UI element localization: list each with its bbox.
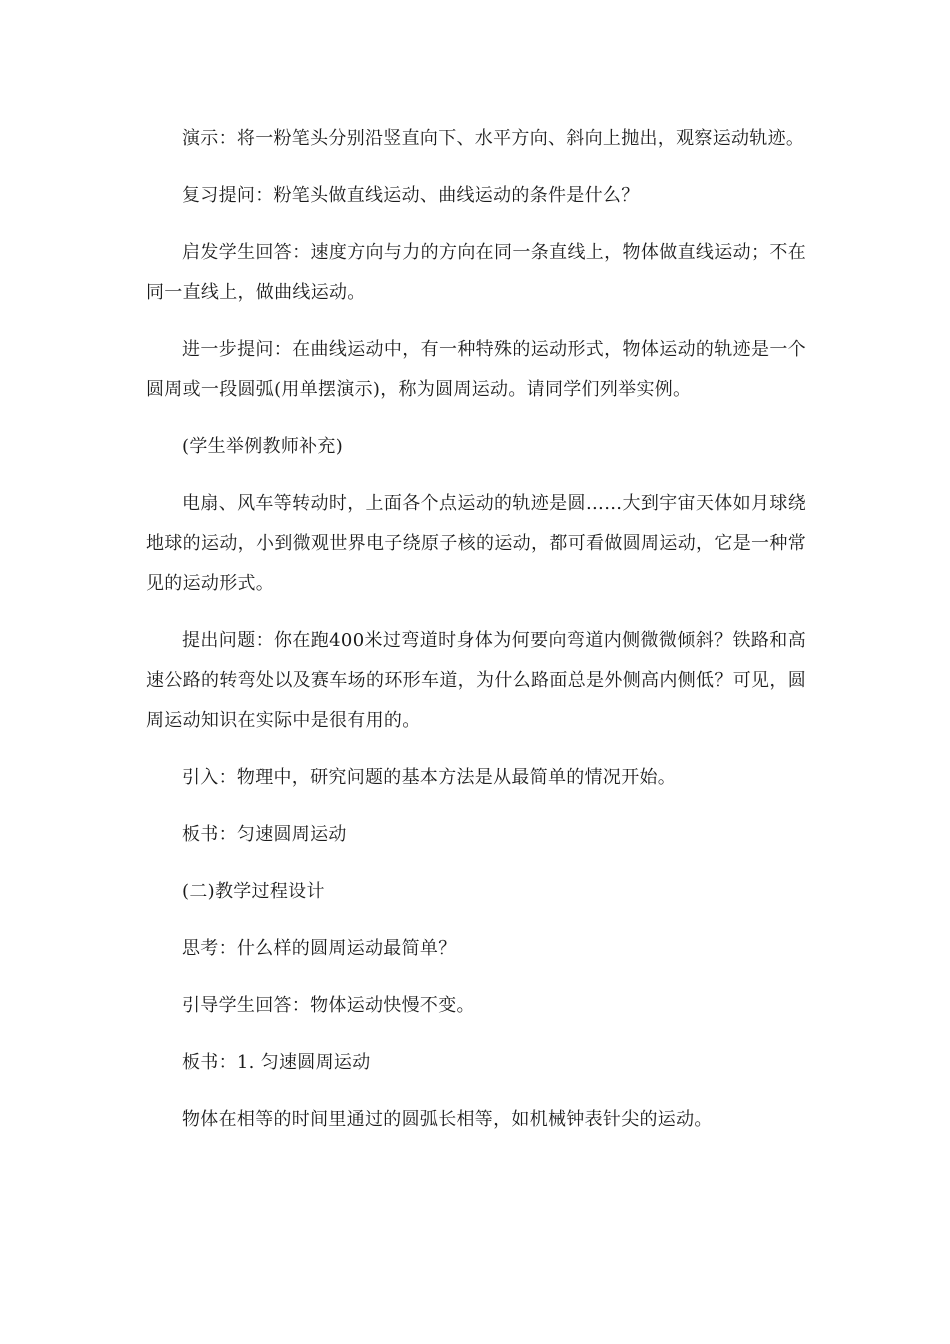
- paragraph-spacer: [146, 159, 806, 176]
- paragraph-spacer: [146, 604, 806, 621]
- paragraph-spacer: [146, 467, 806, 484]
- paragraph-spacer: [146, 1026, 806, 1043]
- paragraph-spacer: [146, 798, 806, 815]
- paragraph-student-answer: 启发学生回答：速度方向与力的方向在同一条直线上，物体做直线运动；不在同一直线上，做曲线运动。: [146, 242, 806, 303]
- paragraph-spacer: [146, 855, 806, 872]
- paragraph-raise-question: 提出问题：你在跑400米过弯道时身体为何要向弯道内侧微微倾斜？铁路和高速公路的转弯处以及赛车场的环形车道，为什么路面总是外侧高内侧低？可见，圆周运动知识在实际中是很有用的。: [146, 630, 806, 731]
- paragraph-demo: 演示：将一粉笔头分别沿竖直向下、水平方向、斜向上抛出，观察运动轨迹。: [182, 128, 805, 149]
- paragraph-spacer: [146, 1083, 806, 1100]
- paragraph-guided-answer: 引导学生回答：物体运动快慢不变。: [182, 995, 475, 1016]
- document-body: [146, 119, 806, 1140]
- paragraph-examples: 电扇、风车等转动时，上面各个点运动的轨迹是圆……大到宇宙天体如月球绕地球的运动，小到微观世界电子绕原子核的运动，都可看做圆周运动，它是一种常见的运动形式。: [146, 493, 806, 594]
- paragraph-spacer: [146, 912, 806, 929]
- paragraph-introduction: 引入：物理中，研究问题的基本方法是从最简单的情况开始。: [182, 767, 677, 788]
- paragraph-review-question: 复习提问：粉笔头做直线运动、曲线运动的条件是什么？: [182, 185, 640, 206]
- paragraph-board-item-1: 板书：1. 匀速圆周运动: [182, 1052, 371, 1073]
- paragraph-board-title: 板书：匀速圆周运动: [182, 824, 347, 845]
- paragraph-definition: 物体在相等的时间里通过的圆弧长相等，如机械钟表针尖的运动。: [182, 1109, 713, 1130]
- paragraph-spacer: [146, 969, 806, 986]
- section-heading-process-design: (二)教学过程设计: [182, 881, 325, 902]
- paragraph-spacer: [146, 313, 806, 330]
- paragraph-think: 思考：什么样的圆周运动最简单？: [182, 938, 457, 959]
- paragraph-student-examples: (学生举例教师补充): [182, 436, 344, 457]
- paragraph-further-question: 进一步提问：在曲线运动中，有一种特殊的运动形式，物体运动的轨迹是一个圆周或一段圆弧(用单摆演示)，称为圆周运动。请同学们列举实例。: [146, 339, 806, 400]
- paragraph-spacer: [146, 741, 806, 758]
- paragraph-spacer: [146, 216, 806, 233]
- paragraph-spacer: [146, 410, 806, 427]
